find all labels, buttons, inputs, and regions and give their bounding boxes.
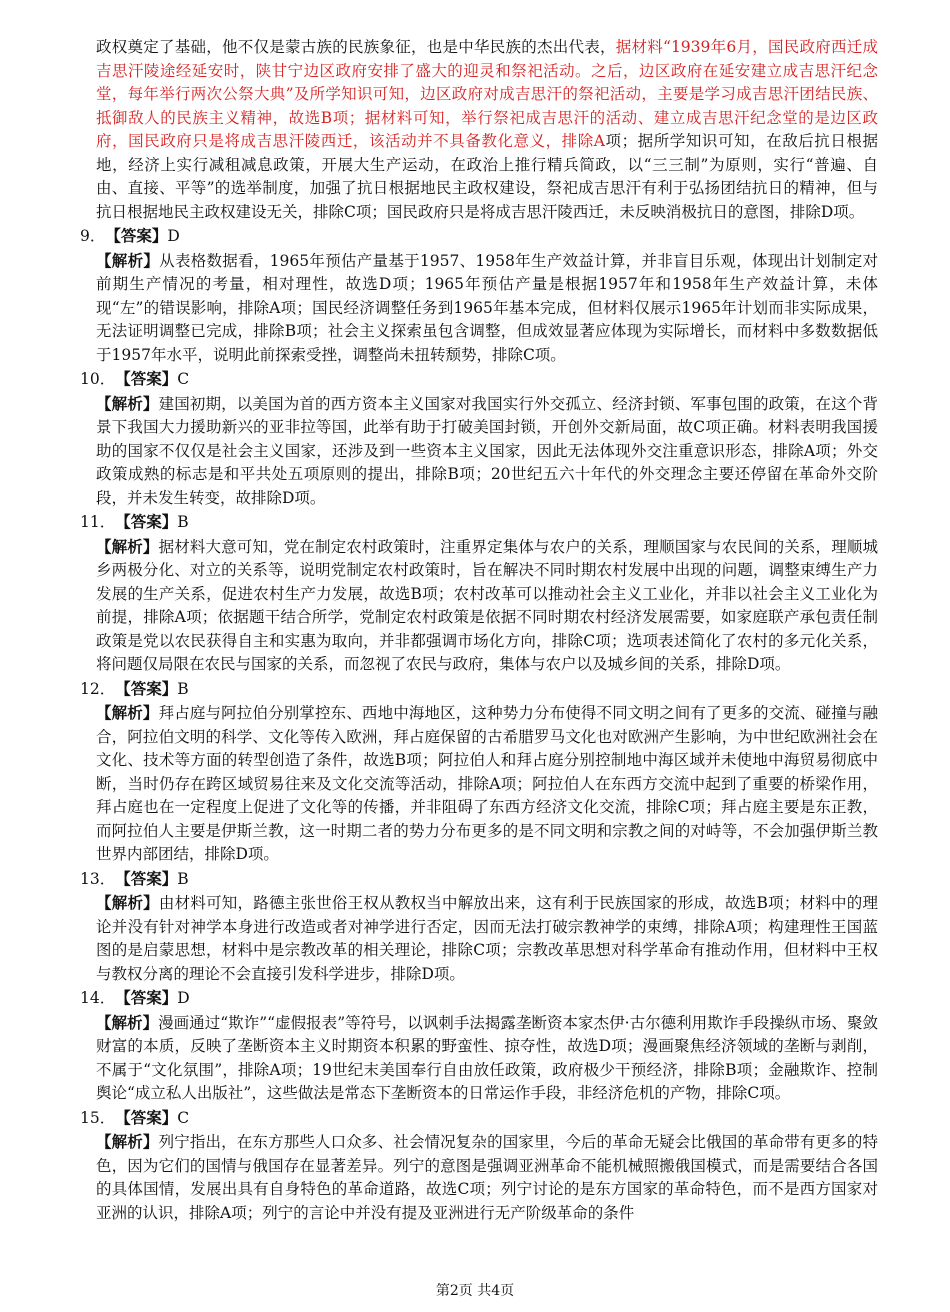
question-number: 13． bbox=[80, 869, 116, 888]
analysis-paragraph bbox=[96, 891, 878, 986]
answer-label: 【答案】 bbox=[115, 868, 178, 888]
analysis-label: 【解析】 bbox=[96, 1132, 159, 1151]
page-footer: 第2页 共4页 bbox=[435, 1283, 515, 1299]
analysis-label: 【解析】 bbox=[96, 250, 160, 270]
question-13 bbox=[80, 867, 878, 987]
analysis-paragraph bbox=[96, 392, 878, 511]
answer-line bbox=[80, 224, 878, 249]
question-number: 15． bbox=[80, 1108, 116, 1127]
analysis-paragraph bbox=[96, 249, 878, 368]
analysis-text: 从表格数据看，1965年预估产量基于1957、1958年生产效益计算，并非盲目乐观，体现出计划制定对前期生产情况的考量，相对理性，故选D项；1965年预估产量是根据1957年和1958年生产效益计算，未体现“左”的错误影响，排除A项；国民经济调整任务到1965年基本完成，但材料仅展示1965年计划而非实际成果，无法证明调整已完成，排除B项；社会主义探索虽包含调整，但成效显著应体现为实际增长，而材料中多数数据低于1957年水平，说明此前探索受挫，调整尚未扭转颓势，排除C项。 bbox=[96, 251, 878, 364]
question-number: 9． bbox=[80, 227, 106, 245]
answer-value: C bbox=[177, 1108, 190, 1127]
question-11 bbox=[80, 510, 878, 677]
answer-line bbox=[80, 367, 878, 392]
answer-value: B bbox=[177, 869, 189, 888]
answer-line bbox=[80, 677, 878, 702]
answer-label: 【答案】 bbox=[115, 512, 178, 531]
analysis-label: 【解析】 bbox=[96, 703, 159, 722]
analysis-text: 由材料可知，路德主张世俗王权从教权当中解放出来，这有利于民族国家的形成，故选B项；材料中的理论并没有针对神学本身进行改造或者对神学进行否定，因而无法打破宗教神学的束缚，排除A项；构建理性王国蓝图的是启蒙思想，材料中是宗教改革的相关理论，排除C项；宗教改革思想对科学革命有推动作用，但材料中王权与教权分离的理论不会直接引发科学进步，排除D项。 bbox=[96, 894, 878, 983]
answer-value: B bbox=[177, 679, 189, 698]
answer-label: 【答案】 bbox=[115, 1107, 178, 1127]
answer-value: D bbox=[167, 227, 180, 245]
question-10 bbox=[80, 367, 878, 510]
analysis-paragraph bbox=[96, 535, 878, 677]
analysis-text: 漫画通过“欺诈”“虚假报表”等符号，以讽刺手法揭露垄断资本家杰伊·古尔德利用欺诈手段操纵市场、聚敛财富的本质，反映了垄断资本主义时期资本积累的野蛮性、掠夺性，故选D项；漫画聚焦经济领域的垄断与剥削，不属于“文化氛围”，排除A项；19世纪末美国奉行自由放任政策，政府极少干预经济，排除B项；金融欺诈、控制舆论“成立私人出版社”，这些做法是常态下垄断资本的日常运作手段，非经济危机的产物，排除C项。 bbox=[96, 1013, 878, 1102]
answer-label: 【答案】 bbox=[105, 226, 168, 245]
intro-paragraph bbox=[96, 36, 878, 224]
intro-text-tail: 项；据所学知识可知，在敌后抗日根据地，经济上实行减租减息政策，开展大生产运动，在政治上推行精兵简政，以“三三制”为原则，实行“普遍、自由、直接、平等”的选举制度，加强了抗日根据地民主政权建设，祭祀成吉思汗有利于弘扬团结抗日的精神，但与抗日根据地民主政权建设无关，排除C项；国民政府只是将成吉思汗陵西迁，未反映消极抗日的意图，排除D项。 bbox=[96, 132, 878, 221]
answer-line bbox=[80, 986, 878, 1011]
question-14 bbox=[80, 986, 878, 1106]
analysis-label: 【解析】 bbox=[96, 893, 159, 912]
answer-label: 【答案】 bbox=[115, 988, 178, 1007]
question-number: 14． bbox=[80, 989, 116, 1007]
question-number: 12． bbox=[80, 679, 116, 698]
analysis-paragraph bbox=[96, 701, 878, 867]
analysis-paragraph bbox=[96, 1130, 878, 1225]
intro-red-text: 据材料“1939年6月，国民政府西迁成吉思汗陵途经延安时，陕甘宁边区政府安排了盛大的迎灵和祭祀活动。之后，边区政府在延安建立成吉思汗纪念堂，每年举行两次公祭大典”及所学知识可知，边区政府对成吉思汗的祭祀活动，主要是学习成吉思汗团结民族、抵御敌人的民族主义精神，故选B项；据材料可知，举行祭祀成吉思汗的活动、建立成吉思汗纪念堂的是边区政府，国民政府只是将成吉思汗陵西迁，该活动并不具备教化意义，排除A bbox=[96, 38, 878, 150]
answer-value: C bbox=[177, 370, 190, 388]
question-12 bbox=[80, 677, 878, 867]
answer-label: 【答案】 bbox=[115, 678, 178, 698]
answer-value: B bbox=[177, 513, 189, 531]
analysis-label: 【解析】 bbox=[96, 393, 159, 413]
analysis-text: 建国初期，以美国为首的西方资本主义国家对我国实行外交孤立、经济封锁、军事包围的政策，在这个背景下我国大力援助新兴的亚非拉等国，此举有助于打破美国封锁，开创外交新局面，故C项正确。材料表明我国援助的国家不仅仅是社会主义国家，还涉及到一些资本主义国家，因此无法体现外交注重意识形态，排除A项；外交政策成熟的标志是和平共处五项原则的提出，排除B项；20世纪五六十年代的外交理念主要还停留在革命外交阶段，并未发生转变，故排除D项。 bbox=[96, 394, 878, 507]
analysis-paragraph bbox=[96, 1011, 878, 1106]
analysis-label: 【解析】 bbox=[96, 536, 159, 556]
analysis-text: 列宁指出，在东方那些人口众多、社会情况复杂的国家里，今后的革命无疑会比俄国的革命带有更多的特色，因为它们的国情与俄国存在显著差异。列宁的意图是强调亚洲革命不能机械照搬俄国模式，而是需要结合各国的具体国情，发展出具有自身特色的革命道路，故选C项；列宁讨论的是东方国家的革命特色，而不是西方国家对亚洲的认识，排除A项；列宁的言论中并没有提及亚洲进行无产阶级革命的条件 bbox=[96, 1133, 878, 1222]
answer-line bbox=[80, 1106, 878, 1131]
question-number: 10． bbox=[80, 370, 116, 388]
question-9 bbox=[80, 224, 878, 367]
question-number: 11． bbox=[80, 513, 116, 531]
intro-text: 政权奠定了基础，他不仅是蒙古族的民族象征，也是中华民族的杰出代表， bbox=[96, 38, 616, 56]
answer-label: 【答案】 bbox=[115, 369, 178, 388]
analysis-text: 拜占庭与阿拉伯分别掌控东、西地中海地区，这种势力分布使得不同文明之间有了更多的交流、碰撞与融合，阿拉伯文明的科学、文化等传入欧洲，拜占庭保留的古希腊罗马文化也对欧洲产生影响，为中世纪欧洲社会在文化、技术等方面的转型创造了条件，故选B项；阿拉伯人和拜占庭分别控制地中海区域并未使地中海贸易彻底中断，当时仍存在跨区域贸易往来及文化交流等活动，排除A项；阿拉伯人在东西方交流中起到了重要的桥梁作用，拜占庭也在一定程度上促进了文化等的传播，并非阻碍了东西方经济文化交流，排除C项；拜占庭主要是东正教，而阿拉伯人主要是伊斯兰教，这一时期二者的势力分布更多的是不同文明和宗教之间的对峙等，不会加强伊斯兰教世界内部团结，排除D项。 bbox=[96, 704, 878, 863]
answer-line bbox=[80, 867, 878, 892]
analysis-text: 据材料大意可知，党在制定农村政策时，注重界定集体与农户的关系，理顺国家与农民间的关系，理顺城乡两极分化、对立的关系等，说明党制定农村政策时，旨在解决不同时期农村发展中出现的问题，调整束缚生产力发展的生产关系，促进农村生产力发展，故选B项；农村改革可以推动社会主义工业化，并非以社会主义工业化为前提，排除A项；依据题干结合所学，党制定农村政策是依据不同时期农村经济发展需要，如家庭联产承包责任制政策是党以农民获得自主和实惠为取向，并非都强调市场化方向，排除C项；选项表述简化了农村的多元化关系，将问题仅局限在农民与国家的关系，而忽视了农民与政府，集体与农户以及城乡间的关系，排除D项。 bbox=[96, 537, 878, 673]
answer-value: D bbox=[177, 989, 190, 1007]
answer-line bbox=[80, 510, 878, 535]
question-15 bbox=[80, 1106, 878, 1226]
analysis-label: 【解析】 bbox=[96, 1012, 159, 1032]
